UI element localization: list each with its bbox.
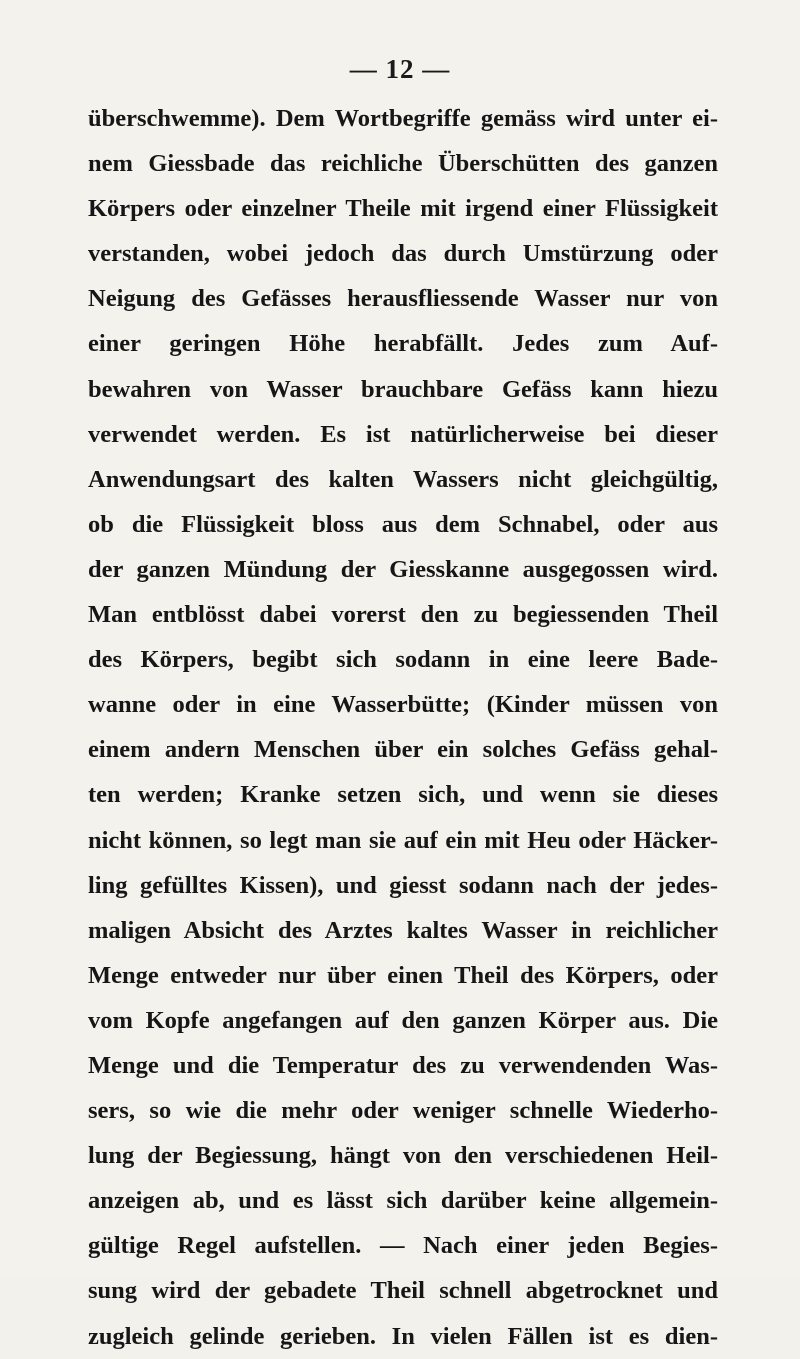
text-line: der ganzen Mündung der Giesskanne ausgegossen wird. [88, 555, 718, 583]
text-line: Anwendungsart des kalten Wassers nicht gleichgültig, [88, 465, 718, 493]
text-line: Neigung des Gefässes herausfliessende Wasser nur von [88, 285, 718, 313]
text-line: überschwemme). Dem Wortbegriffe gemäss wird unter ei- [88, 105, 718, 132]
text-line: vom Kopfe angefangen auf den ganzen Körper aus. Die [88, 1006, 718, 1034]
text-line: einem andern Menschen über ein solches Gefäss gehal- [88, 736, 718, 764]
text-line: Menge entweder nur über einen Theil des Körpers, oder [88, 961, 718, 989]
text-line: des Körpers, begibt sich sodann in eine leere Bade- [88, 646, 718, 674]
text-line: sung wird der gebadete Theil schnell abgetrocknet und [88, 1277, 718, 1305]
text-line: zugleich gelinde gerieben. In vielen Fällen ist es dien- [88, 1322, 718, 1350]
text-line: ling gefülltes Kissen), und giesst sodann nach der jedes- [88, 871, 718, 899]
text-line: maligen Absicht des Arztes kaltes Wasser in reichlicher [88, 916, 718, 944]
body-text [88, 96, 718, 1359]
page-number: — 12 — [349, 54, 451, 84]
text-line: Körpers oder einzelner Theile mit irgend einer Flüssigkeit [88, 195, 718, 223]
text-line: nicht können, so legt man sie auf ein mit Heu oder Häcker- [88, 826, 718, 854]
text-line: Man entblösst dabei vorerst den zu begiessenden Theil [88, 601, 718, 629]
text-line: lung der Begiessung, hängt von den verschiedenen Heil- [88, 1142, 718, 1170]
text-line: einer geringen Höhe herabfällt. Jedes zum Auf- [88, 330, 718, 358]
text-line: nem Giessbade das reichliche Überschütten des ganzen [88, 150, 718, 178]
text-line: ten werden; Kranke setzen sich, und wenn sie dieses [88, 781, 718, 809]
text-line: verwendet werden. Es ist natürlicherweise bei dieser [88, 420, 718, 448]
text-line: bewahren von Wasser brauchbare Gefäss kann hiezu [88, 375, 718, 403]
text-line: sers, so wie die mehr oder weniger schnelle Wiederho- [88, 1097, 718, 1125]
text-line: wanne oder in eine Wasserbütte; (Kinder müssen von [88, 691, 718, 719]
text-line: Menge und die Temperatur des zu verwendenden Was- [88, 1051, 718, 1079]
text-line: gültige Regel aufstellen. — Nach einer jeden Begies- [88, 1232, 718, 1260]
text-line: verstanden, wobei jedoch das durch Umstürzung oder [88, 240, 718, 268]
text-line: ob die Flüssigkeit bloss aus dem Schnabel, oder aus [88, 510, 718, 538]
text-line: anzeigen ab, und es lässt sich darüber keine allgemein- [88, 1187, 718, 1215]
